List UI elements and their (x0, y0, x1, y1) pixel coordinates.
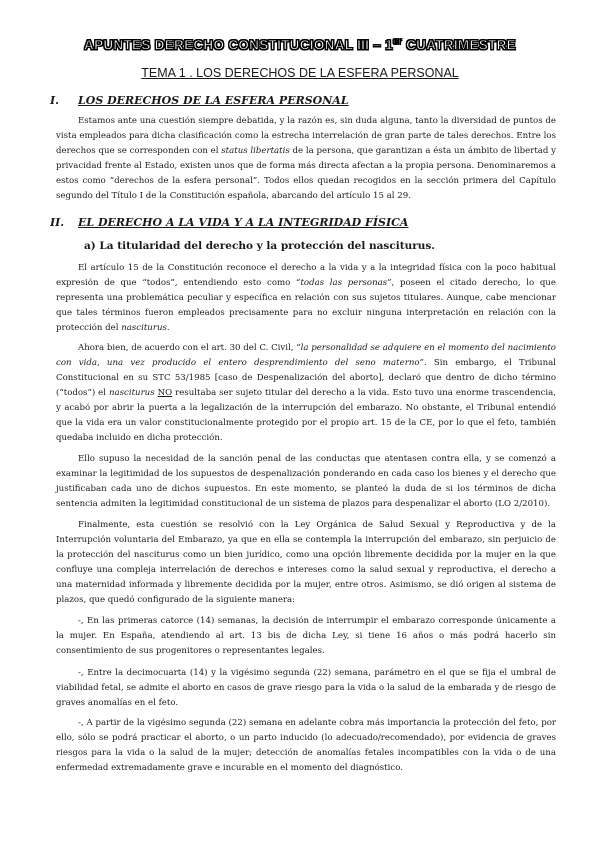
paragraph-civil-code: Ahora bien, de acuerdo con el art. 30 del C. Civil, “la personalidad se adquiere en el momento del nacimiento con vida, una vez producido el entero desprendimiento del seno materno”. Sin embargo, el Tribunal Constitucional en su STC 53/1985 [caso de Despenalización del aborto], declaró que dentro de dicho término (“todos”) el nasciturus NO resultaba ser sujeto titular del derecho a la vida. Esto tuvo una enorme trascendencia, y acabó por abrir la puerta a la legalización de la interrupción del embarazo. No obstante, el Tribunal entendió que la vida era un valor constitucionalmente protegido por el propio art. 15 de la CE, por lo que el feto, también quedaba incluido en dicha protección. (56, 343, 556, 443)
document-title (0, 36, 600, 53)
topic-title: TEMA 1 . LOS DERECHOS DE LA ESFERA PERSONAL (141, 66, 459, 80)
subsection-heading-a: a) La titularidad del derecho y la protección del nasciturus. (84, 240, 435, 252)
title-superscript: er (392, 36, 403, 46)
paragraph-penal-sanction: Ello supuso la necesidad de la sanción penal de las conductas que atentasen contra ella, y se comenzó a examinar la legitimidad de los supuestos de despenalización ponderando en cada caso los bienes y el derecho que justificaban cada uno de dichos supuestos. En este momento, se planteó la duda de si los términos de dicha sentencia admiten la legitimidad constitucional de un sistema de plazos para despenalizar el aborto (LO 2/2010). (56, 454, 556, 509)
section-number: I. (50, 94, 59, 107)
section-title: EL DERECHO A LA VIDA Y A LA INTEGRIDAD FÍSICA (78, 216, 409, 229)
list-item-14-to-22-weeks: -, Entre la decimocuarta (14) y la vigésimo segunda (22) semana, parámetro en el que se fija el umbral de viabilidad fetal, se admite el aborto en casos de grave riesgo para la vida o la salud de la embarada y de riesgo de graves anomalías en el feto. (56, 668, 556, 708)
paragraph-organic-law: Finalmente, esta cuestión se resolvió con la Ley Orgánica de Salud Sexual y Reproductiva y de la Interrupción voluntaria del Embarazo, ya que en ella se contempla la interrupción del embarazo, sin perjuicio de la protección del nasciturus como un bien jurídico, como una opción libremente decidida por la mujer en la que confluye una compleja interrelación de derechos e intereses como la salud sexual y reproductiva, el derecho a una maternidad informada y libremente decidida por la mujer, entre otros. Asimismo, se dió origen al sistema de plazos, que quedó configurado de la siguiente manera: (56, 520, 556, 605)
section-number: II. (50, 216, 65, 229)
list-item-after-22-weeks: -, A partir de la vigésimo segunda (22) semana en adelante cobra más importancia la protección del feto, por ello, sólo se podrá practicar el aborto, o un parto inducido (lo adecuado/recomendado), por evidencia de graves riesgos para la vida o la salud de la mujer; detección de anomalías fetales incompatibles con la vida o de una enfermedad extremadamente grave e incurable en el momento del diagnóstico. (56, 718, 556, 773)
paragraph-article-15: El artículo 15 de la Constitución reconoce el derecho a la vida y a la integridad física con la poco habitual expresión de que “todos”, entendiendo esto como “todas las personas”, poseen el citado derecho, lo que representa una problemática peculiar y específica en relación con sus sujetos titulares. Aunque, cabe mencionar que tales términos fueron empleados precisamente para no excluir ninguna interpretación en relación con la protección del nasciturus. (56, 263, 557, 333)
section-heading-1 (50, 94, 550, 107)
section-heading-2 (50, 216, 550, 229)
section-title: LOS DERECHOS DE LA ESFERA PERSONAL (78, 94, 349, 107)
title-main: APUNTES DERECHO CONSTITUCIONAL III – 1 (84, 37, 393, 53)
paragraph-intro: Estamos ante una cuestión siempre debatida, y la razón es, sin duda alguna, tanto la diversidad de puntos de vista empleados para dicha clasificación como la estrecha interrelación de gran parte de tales derechos. Entre los derechos que se corresponden con el status libertatis de la persona, que garantizan a ésta un ámbito de libertad y privacidad frente al Estado, existen unos que de forma más directa afectan a la propia persona. Denominaremos a estos como “derechos de la esfera personal”. Todos ellos quedan recogidos en la sección primera del Capítulo segundo del Título I de la Constitución española, abarcando del artículo 15 al 29. (56, 116, 557, 201)
title-end: CUATRIMESTRE (402, 37, 516, 53)
list-item-first-14-weeks: -, En las primeras catorce (14) semanas, la decisión de interrumpir el embarazo corresponde únicamente a la mujer. En España, atendiendo al art. 13 bis de dicha Ley, si tiene 16 años o más podrá hacerlo sin consentimiento de sus progenitores o representantes legales. (56, 616, 556, 656)
